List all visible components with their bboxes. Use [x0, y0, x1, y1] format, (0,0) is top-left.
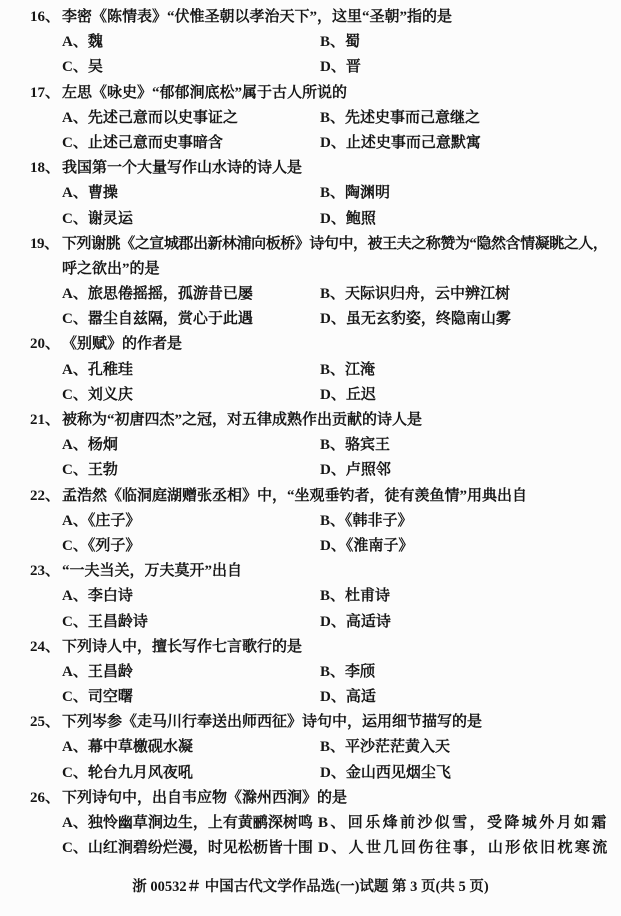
- option-row: [0, 207, 621, 232]
- question-stem-text: 下列诗人中，擅长写作七言歌行的是: [62, 638, 303, 655]
- question-16: [0, 5, 621, 81]
- question-26-option-C: C、山红涧碧纷烂漫，时见松枥皆十围: [62, 840, 313, 857]
- question-23: [0, 559, 621, 635]
- question-number: 22、: [30, 487, 61, 504]
- question-16-option-A: A、魏: [62, 34, 103, 51]
- question-22-option-C: C、《列子》: [62, 537, 141, 554]
- option-row: [0, 282, 621, 307]
- question-22-option-B: B、《韩非子》: [320, 512, 413, 529]
- option-row: [0, 131, 621, 156]
- question-24-option-C: C、司空曙: [62, 689, 133, 706]
- question-22-option-D: D、《淮南子》: [320, 537, 414, 554]
- question-23-option-A: A、李白诗: [62, 588, 133, 605]
- question-21-stem-line: [0, 408, 621, 433]
- question-number: 23、: [30, 563, 61, 580]
- option-row: [0, 55, 621, 80]
- question-24-option-B: B、李颀: [320, 663, 376, 680]
- option-row: [0, 383, 621, 408]
- option-row: [0, 30, 621, 55]
- question-19-option-A: A、旅思倦摇摇，孤游昔已屡: [62, 286, 253, 303]
- option-row: [0, 307, 621, 332]
- question-19: [0, 232, 621, 333]
- question-17-stem-line: [0, 81, 621, 106]
- question-17-option-B: B、先述史事而己意继之: [320, 109, 481, 126]
- option-row: [0, 836, 621, 861]
- question-stem-text: 左思《咏史》“郁郁涧底松”属于古人所说的: [62, 84, 348, 101]
- question-stem-text: 被称为“初唐四杰”之冠，对五律成熟作出贡献的诗人是: [62, 412, 423, 428]
- question-20-option-A: A、孔稚珪: [62, 361, 133, 378]
- question-26-option-B: B、回乐烽前沙似雪，受降城外月如霜: [318, 815, 609, 831]
- question-17: [0, 81, 621, 157]
- option-row: [0, 761, 621, 786]
- question-24-option-D: D、高适: [320, 689, 376, 706]
- question-24-stem-line: [0, 635, 621, 660]
- option-row: [0, 660, 621, 685]
- page-footer: 浙 00532＃ 中国古代文学作品选(一)试题 第 3 页(共 5 页): [132, 879, 489, 896]
- option-row: [0, 610, 621, 635]
- question-16-option-D: D、晋: [320, 59, 361, 76]
- question-stem-text: 下列诗句中，出自韦应物《滁州西涧》的是: [62, 789, 348, 806]
- question-22: [0, 484, 621, 560]
- question-25-stem-line: [0, 710, 621, 735]
- question-20-stem-line: [0, 332, 621, 357]
- question-25: [0, 710, 621, 786]
- question-list: [0, 5, 621, 861]
- question-18-option-A: A、曹操: [62, 185, 118, 202]
- question-20: [0, 332, 621, 408]
- question-number: 16、: [30, 9, 61, 25]
- question-24-option-A: A、王昌龄: [62, 663, 133, 680]
- question-16-option-C: C、吴: [62, 59, 103, 76]
- question-number: 26、: [30, 789, 61, 806]
- question-21: [0, 408, 621, 484]
- question-26-option-D: D、人世几回伤往事，山形依旧枕寒流: [318, 840, 610, 857]
- question-stem-text: 《别赋》的作者是: [62, 336, 183, 353]
- question-25-option-D: D、金山西见烟尘飞: [320, 764, 451, 781]
- question-number: 19、: [30, 235, 59, 252]
- question-26: [0, 786, 621, 862]
- question-19-option-B: B、天际识归舟，云中辨江树: [320, 286, 511, 303]
- question-stem-text: “一夫当关，万夫莫开”出自: [62, 563, 243, 580]
- question-number: 17、: [30, 84, 61, 101]
- option-row: [0, 509, 621, 534]
- question-16-option-B: B、蜀: [320, 34, 361, 51]
- question-stem-text: 李密《陈情表》“伏惟圣朝以孝治天下”，这里“圣朝”指的是: [62, 9, 453, 25]
- question-25-option-C: C、轮台九月风夜吼: [62, 764, 193, 781]
- question-18: [0, 156, 621, 232]
- question-18-option-B: B、陶渊明: [320, 185, 391, 202]
- option-row: [0, 735, 621, 760]
- question-stem-text: 我国第一个大量写作山水诗的诗人是: [62, 160, 303, 177]
- question-17-option-A: A、先述己意而以史事证之: [62, 109, 238, 126]
- question-21-option-A: A、杨炯: [62, 437, 118, 454]
- question-25-option-A: A、幕中草檄砚水凝: [62, 739, 193, 756]
- question-23-option-D: D、高适诗: [320, 613, 391, 630]
- question-number: 25、: [30, 714, 61, 731]
- question-19-option-D: D、虽无玄豹姿，终隐南山雾: [320, 311, 511, 328]
- question-18-stem-line: [0, 156, 621, 181]
- question-26-stem-line: [0, 786, 621, 811]
- question-17-option-C: C、止述己意而史事暗含: [62, 134, 223, 151]
- question-16-stem-line: [0, 5, 621, 30]
- question-20-option-C: C、刘义庆: [62, 386, 133, 403]
- question-22-option-A: A、《庄子》: [62, 512, 141, 529]
- question-18-option-C: C、谢灵运: [62, 210, 133, 227]
- question-19-stem-line: 呼之欲出”的是: [62, 260, 160, 277]
- option-row: [0, 181, 621, 206]
- question-stem-text: 孟浩然《临洞庭湖赠张丞相》中，“坐观垂钓者，徒有羡鱼情”用典出自: [62, 487, 528, 504]
- question-25-option-B: B、平沙茫茫黄入天: [320, 739, 451, 756]
- question-18-option-D: D、鲍照: [320, 210, 376, 227]
- option-row: [0, 811, 621, 836]
- question-20-option-B: B、江淹: [320, 361, 376, 378]
- question-21-option-B: B、骆宾王: [320, 437, 391, 454]
- question-20-option-D: D、丘迟: [320, 386, 376, 403]
- question-number: 18、: [30, 160, 61, 177]
- option-row: [0, 534, 621, 559]
- question-17-option-D: D、止述史事而己意默寓: [320, 134, 481, 151]
- question-24: [0, 635, 621, 711]
- question-stem-text: 下列岑参《走马川行奉送出师西征》诗句中，运用细节描写的是: [62, 714, 483, 731]
- question-23-option-B: B、杜甫诗: [320, 588, 391, 605]
- question-19-option-C: C、嚣尘自兹隔，赏心于此遇: [62, 311, 253, 328]
- question-19-stem-line: [0, 232, 621, 257]
- question-stem-text: 下列谢朓《之宣城郡出新林浦向板桥》诗句中，被王夫之称赞为“隐然含情凝眺之人，: [62, 235, 608, 252]
- option-row: [0, 584, 621, 609]
- option-row: [0, 433, 621, 458]
- option-row: [0, 106, 621, 131]
- option-row: [0, 685, 621, 710]
- question-23-option-C: C、王昌龄诗: [62, 613, 148, 630]
- question-number: 24、: [30, 638, 61, 655]
- question-number: 21、: [30, 412, 61, 428]
- question-26-option-A: A、独怜幽草涧边生，上有黄鹂深树鸣: [62, 815, 313, 831]
- question-number: 20、: [30, 336, 61, 353]
- option-row: [0, 458, 621, 483]
- question-22-stem-line: [0, 484, 621, 509]
- question-23-stem-line: [0, 559, 621, 584]
- question-21-option-C: C、王勃: [62, 462, 118, 479]
- question-21-option-D: D、卢照邻: [320, 462, 391, 479]
- option-row: [0, 358, 621, 383]
